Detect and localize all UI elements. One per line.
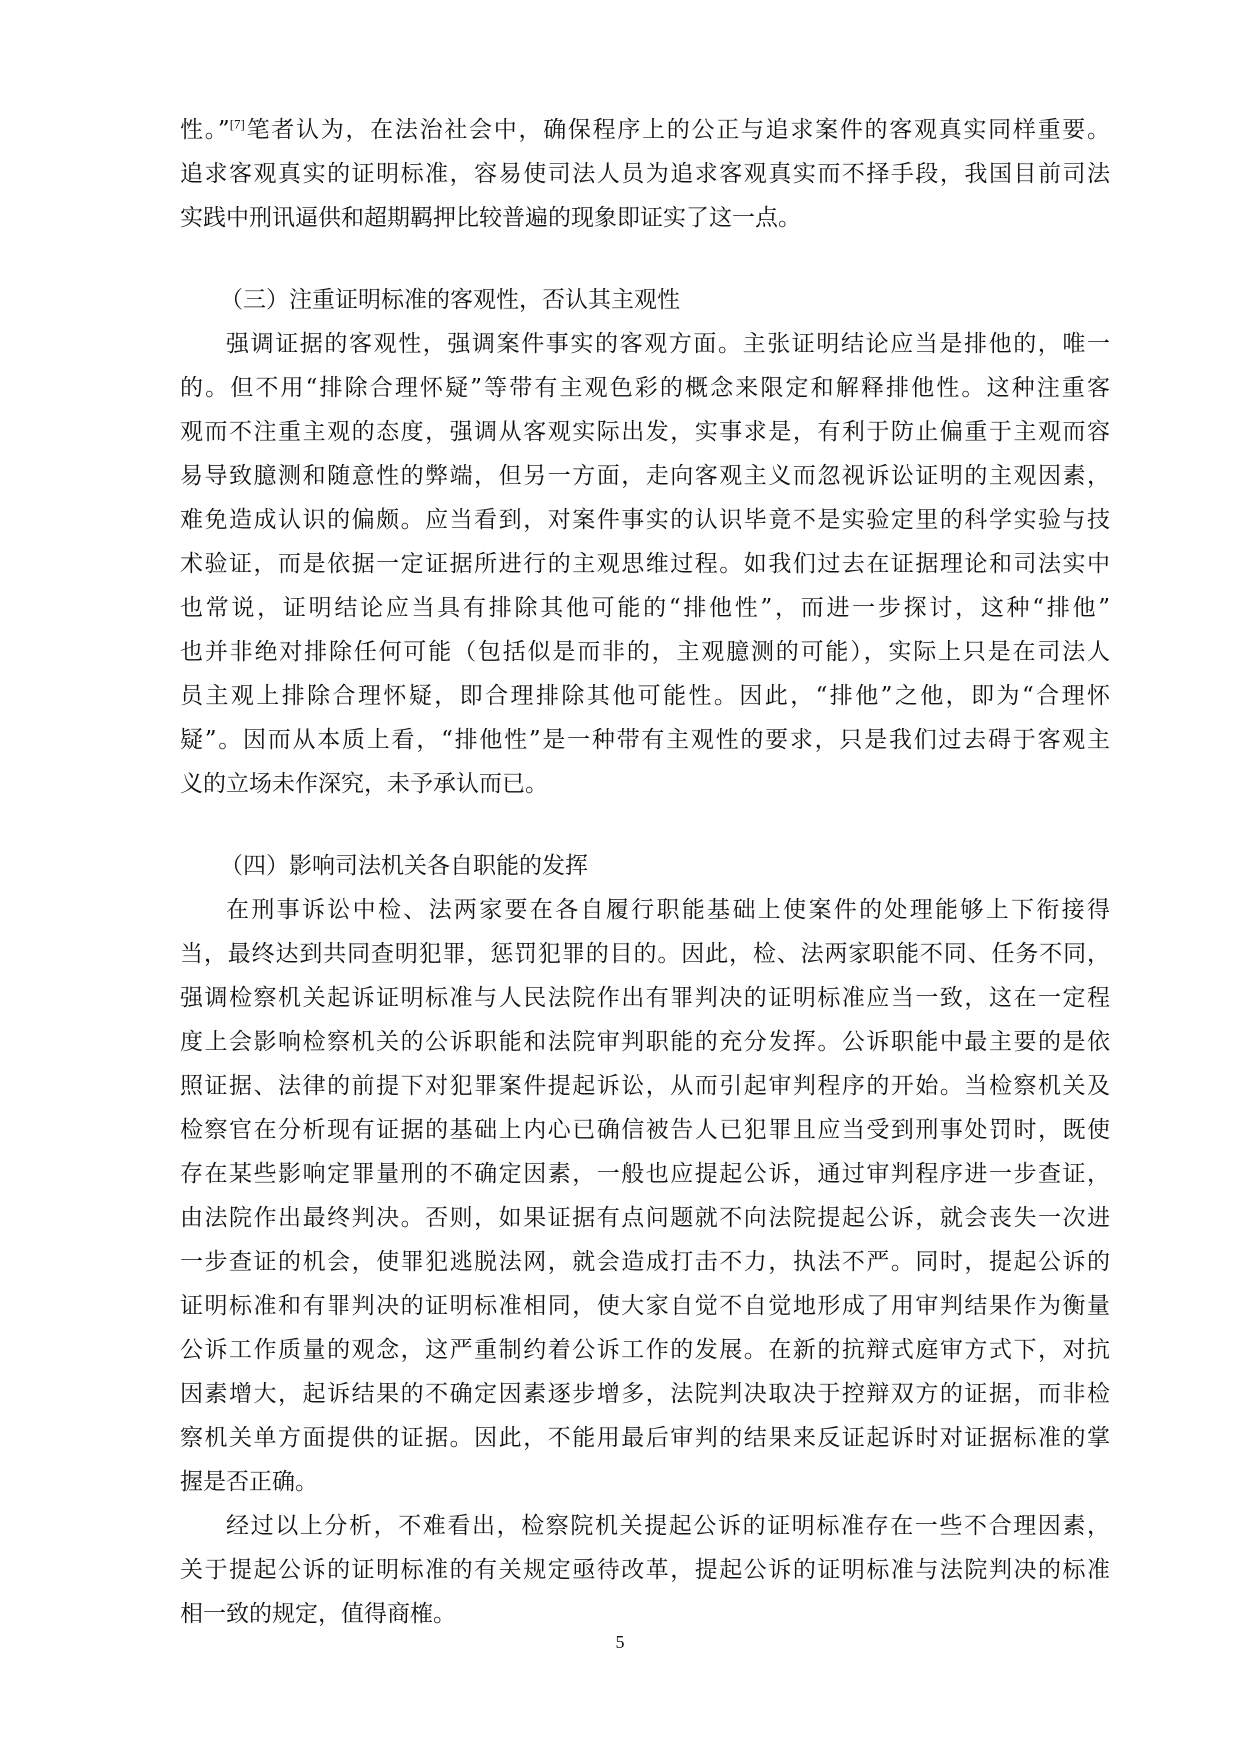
paragraph-line bbox=[180, 112, 1110, 156]
page-number: 5 bbox=[615, 1632, 625, 1652]
paragraph-line: 检察官在分析现有证据的基础上内心已确信被告人已犯罪且应当受到刑事处罚时，既使 bbox=[180, 1117, 1110, 1143]
paragraph-line: 追求客观真实的证明标准，容易使司法人员为追求客观真实而不择手段，我国目前司法 bbox=[180, 161, 1110, 187]
paragraph-line: 术验证，而是依据一定证据所进行的主观思维过程。如我们过去在证据理论和司法实中 bbox=[180, 551, 1110, 577]
paragraph-line: 相一致的规定，值得商榷。 bbox=[180, 1601, 456, 1627]
paragraph-line: 存在某些影响定罪量刑的不确定因素，一般也应提起公诉，通过审判程序进一步查证， bbox=[180, 1161, 1110, 1187]
paragraph-line: 强调检察机关起诉证明标准与人民法院作出有罪判决的证明标准应当一致，这在一定程 bbox=[180, 985, 1110, 1011]
section-heading: （三）注重证明标准的客观性，否认其主观性 bbox=[220, 287, 680, 313]
paragraph-line: 因素增大，起诉结果的不确定因素逐步增多，法院判决取决于控辩双方的证据，而非检 bbox=[180, 1381, 1110, 1407]
text-span: 性。” bbox=[180, 117, 230, 143]
paragraph-line: 难免造成认识的偏颇。应当看到，对案件事实的认识毕竟不是实验定里的科学实验与技 bbox=[180, 507, 1110, 533]
paragraph-line: 的。但不用“排除合理怀疑”等带有主观色彩的概念来限定和解释排他性。这种注重客 bbox=[180, 375, 1110, 401]
page-content bbox=[180, 112, 1110, 1640]
paragraph-line: 也常说，证明结论应当具有排除其他可能的“排他性”，而进一步探讨，这种“排他” bbox=[180, 595, 1110, 621]
paragraph-line: 照证据、法律的前提下对犯罪案件提起诉讼，从而引起审判程序的开始。当检察机关及 bbox=[180, 1073, 1110, 1099]
paragraph-line: 实践中刑讯逼供和超期羁押比较普遍的现象即证实了这一点。 bbox=[180, 205, 801, 231]
paragraph-line: 在刑事诉讼中检、法两家要在各自履行职能基础上使案件的处理能够上下衔接得 bbox=[226, 897, 1110, 923]
paragraph-line: 员主观上排除合理怀疑，即合理排除其他可能性。因此，“排他”之他，即为“合理怀 bbox=[180, 683, 1110, 709]
paragraph-line: 易导致臆测和随意性的弊端，但另一方面，走向客观主义而忽视诉讼证明的主观因素， bbox=[180, 463, 1110, 489]
paragraph-line: 义的立场未作深究，未予承认而已。 bbox=[180, 771, 548, 797]
paragraph-line: 关于提起公诉的证明标准的有关规定亟待改革，提起公诉的证明标准与法院判决的标准 bbox=[180, 1557, 1110, 1583]
paragraph-line: 一步查证的机会，使罪犯逃脱法网，就会造成打击不力，执法不严。同时，提起公诉的 bbox=[180, 1249, 1110, 1275]
paragraph-line: 证明标准和有罪判决的证明标准相同，使大家自觉不自觉地形成了用审判结果作为衡量 bbox=[180, 1293, 1110, 1319]
section-heading: （四）影响司法机关各自职能的发挥 bbox=[220, 853, 588, 879]
footnote-reference[interactable]: [7] bbox=[229, 116, 245, 132]
paragraph-line: 度上会影响检察机关的公诉职能和法院审判职能的充分发挥。公诉职能中最主要的是依 bbox=[180, 1029, 1110, 1055]
paragraph-line: 观而不注重主观的态度，强调从客观实际出发，实事求是，有利于防止偏重于主观而容 bbox=[180, 419, 1110, 445]
paragraph-line: 察机关单方面提供的证据。因此，不能用最后审判的结果来反证起诉时对证据标准的掌 bbox=[180, 1425, 1110, 1451]
paragraph-line: 经过以上分析，不难看出，检察院机关提起公诉的证明标准存在一些不合理因素， bbox=[226, 1513, 1110, 1539]
text-span: 笔者认为，在法治社会中，确保程序上的公正与追求案件的客观真实同样重要。 bbox=[244, 117, 1110, 143]
paragraph-line: 疑”。因而从本质上看，“排他性”是一种带有主观性的要求，只是我们过去碍于客观主 bbox=[180, 727, 1110, 753]
paragraph-line: 公诉工作质量的观念，这严重制约着公诉工作的发展。在新的抗辩式庭审方式下，对抗 bbox=[180, 1337, 1110, 1363]
paragraph-line: 也并非绝对排除任何可能（包括似是而非的，主观臆测的可能），实际上只是在司法人 bbox=[180, 639, 1110, 665]
paragraph-line: 强调证据的客观性，强调案件事实的客观方面。主张证明结论应当是排他的，唯一 bbox=[226, 331, 1110, 357]
paragraph-line: 握是否正确。 bbox=[180, 1469, 318, 1495]
paragraph-line: 当，最终达到共同查明犯罪，惩罚犯罪的目的。因此，检、法两家职能不同、任务不同， bbox=[180, 941, 1110, 967]
paragraph-line: 由法院作出最终判决。否则，如果证据有点问题就不向法院提起公诉，就会丧失一次进 bbox=[180, 1205, 1110, 1231]
